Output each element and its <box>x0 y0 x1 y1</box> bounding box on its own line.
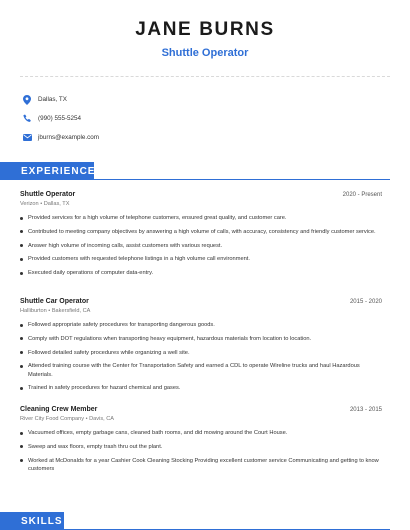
location-text: Dallas, TX <box>38 96 67 103</box>
job-bullet: Vacuumed offices, empty garbage cans, cleaned bath rooms, and did mowing around the Court House. <box>20 429 382 437</box>
job-entry <box>20 298 382 398</box>
job-entry <box>20 406 382 479</box>
location-pin-icon <box>22 95 32 105</box>
job-bullet: Sweep and wax floors, empty trash thru out the plant. <box>20 443 382 451</box>
job-title: Shuttle Car Operator <box>20 298 89 305</box>
skills-heading: SKILLS <box>0 512 64 530</box>
job-location: Dallas, TX <box>43 201 70 207</box>
job-bullet: Worked at McDonalds for a year Cashier Cook Cleaning Stocking Providing excellent customer service Communicating and getting to know customers <box>20 457 382 474</box>
experience-heading: EXPERIENCE <box>0 162 94 180</box>
email-text: jburns@example.com <box>38 134 99 141</box>
candidate-name: JANE BURNS <box>135 19 275 40</box>
candidate-title: Shuttle Operator <box>161 47 249 59</box>
job-entry <box>20 191 382 283</box>
contact-phone <box>22 109 410 128</box>
job-bullets <box>20 214 382 277</box>
job-bullet: Answer high volume of incoming calls, assist customers with various request. <box>20 242 382 250</box>
job-bullets <box>20 321 382 393</box>
job-bullet: Comply with DOT regulations when transporting heavy equipment, hazardous materials from location to location. <box>20 335 382 343</box>
job-bullet: Executed daily operations of computer data-entry. <box>20 269 382 277</box>
job-bullet: Attended training course with the Center for Transportation Safety and earned a CDL to operate Wireline trucks and haul Hazardous Materials. <box>20 362 382 379</box>
envelope-icon <box>22 133 32 143</box>
job-dates: 2020 - Present <box>342 192 382 198</box>
job-bullet: Provided customers with requested telephone listings in a high volume call environment. <box>20 255 382 263</box>
contact-email <box>22 128 410 147</box>
job-bullet: Followed appropriate safety procedures for transporting dangerous goods. <box>20 321 382 329</box>
resume-header <box>0 0 410 60</box>
phone-icon <box>22 114 32 124</box>
job-company-line: Halliburton • Bakersfield, CA <box>20 308 91 314</box>
contact-list <box>0 77 410 147</box>
phone-text: (990) 555-5254 <box>38 115 82 122</box>
job-company-line: River City Food Company • Davis, CA <box>20 416 114 422</box>
job-bullets <box>20 429 382 473</box>
job-title: Cleaning Crew Member <box>20 406 98 413</box>
job-location: Davis, CA <box>89 416 114 422</box>
job-bullet: Contributed to meeting company objectives by answering a high volume of calls, with accuracy, consistency and friendly customer service. <box>20 228 382 236</box>
job-dates: 2015 - 2020 <box>349 299 382 305</box>
experience-rule <box>94 179 390 180</box>
job-company: River City Food Company <box>20 416 85 422</box>
job-bullet: Trained in safety procedures for hazard chemical and gases. <box>20 384 382 392</box>
job-bullet: Followed detailed safety procedures while organizing a well site. <box>20 349 382 357</box>
job-location: Bakersfield, CA <box>51 308 91 314</box>
job-company-line: Verizon • Dallas, TX <box>20 201 70 207</box>
job-company: Verizon <box>20 201 39 207</box>
job-company: Halliburton <box>20 308 47 314</box>
job-title: Shuttle Operator <box>20 191 76 198</box>
contact-location <box>22 90 410 109</box>
job-bullet: Provided services for a high volume of telephone customers, ensured great quality, and customer care. <box>20 214 382 222</box>
job-dates: 2013 - 2015 <box>349 407 382 413</box>
